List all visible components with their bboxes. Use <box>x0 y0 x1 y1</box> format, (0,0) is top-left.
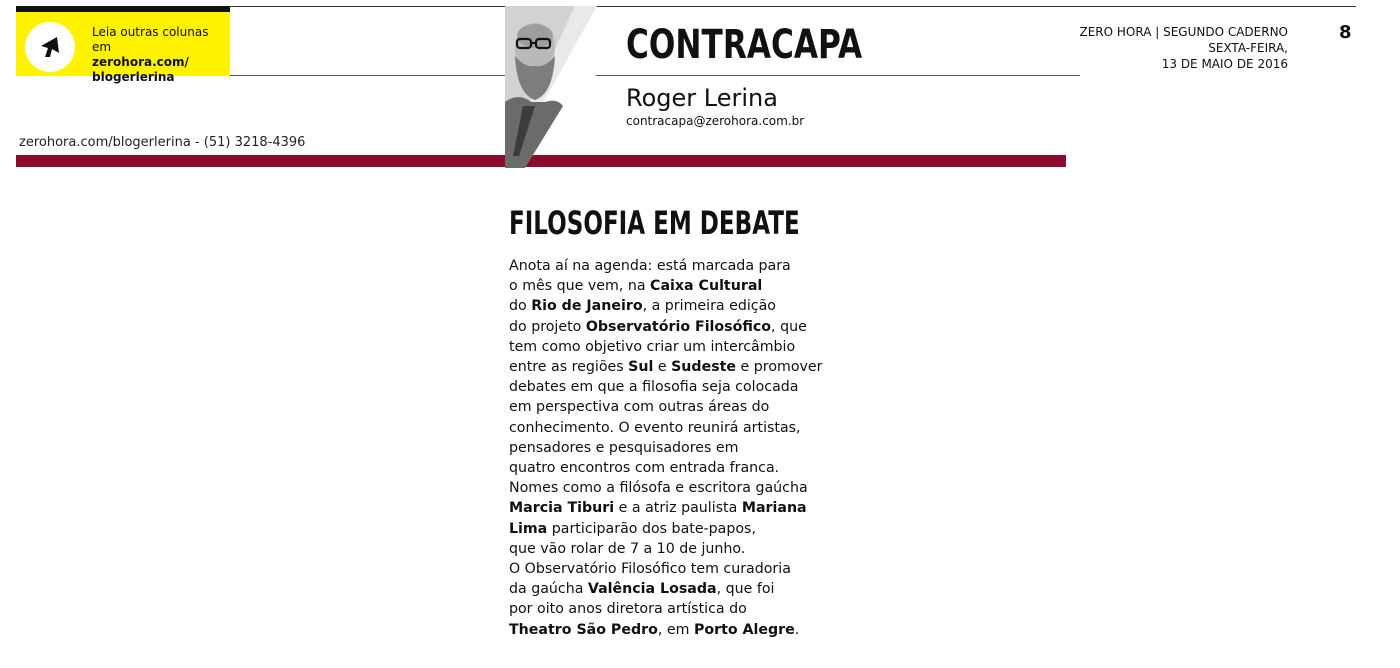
article-text: e promover <box>736 359 823 376</box>
article-line <box>509 296 822 316</box>
article-line <box>509 256 822 276</box>
dateline <box>1079 24 1288 72</box>
article-line <box>509 397 822 417</box>
columnist-name: Roger Lerina <box>626 84 778 112</box>
article-line <box>509 337 822 357</box>
article-text: quatro encontros com entrada franca. <box>509 460 780 477</box>
article-body <box>509 256 822 640</box>
article-line <box>509 438 822 458</box>
article-text: o mês que vem, na <box>509 278 651 295</box>
article-headline: FILOSOFIA EM DEBATE <box>509 204 800 242</box>
article-text: tem como objetivo criar um intercâmbio <box>509 338 796 355</box>
article-text: em perspectiva com outras áreas do <box>509 399 770 416</box>
article-text: Nomes como a filósofa e escritora gaúcha <box>509 480 808 497</box>
section-title: CONTRACAPA <box>626 22 863 68</box>
article-line <box>509 599 822 619</box>
article-line <box>509 579 822 599</box>
article-bold-term: Marcia Tiburi <box>509 500 615 517</box>
article-line <box>509 276 822 296</box>
cursor-arrow-icon <box>35 32 65 62</box>
promo-box[interactable] <box>16 6 230 84</box>
promo-line-3[interactable]: blogerlerina <box>92 70 175 84</box>
article-bold-term: Sudeste <box>671 359 737 376</box>
article-text: debates em que a filosofia seja colocada <box>509 379 799 396</box>
article-text: , que foi <box>716 581 775 598</box>
article-line <box>509 559 822 579</box>
columnist-email[interactable]: contracapa@zerohora.com.br <box>626 114 805 128</box>
article-bold-term: Mariana <box>741 500 807 517</box>
article-line <box>509 478 822 498</box>
article-text: do <box>509 298 532 315</box>
article-line <box>509 620 822 640</box>
article-line <box>509 498 822 518</box>
article-text: pensadores e pesquisadores em <box>509 439 739 456</box>
article-text: do projeto <box>509 318 586 335</box>
header-rule-left <box>230 75 505 76</box>
article-bold-term: Valência Losada <box>587 581 717 598</box>
article-text: , em <box>657 621 694 638</box>
article-line <box>509 519 822 539</box>
columnist-photo <box>505 6 597 168</box>
article-text: conhecimento. O evento reunirá artistas, <box>509 419 801 436</box>
article-line <box>509 418 822 438</box>
article-bold-term: Rio de Janeiro <box>531 298 643 315</box>
article-text: , a primeira edição <box>642 298 776 315</box>
page-number: 8 <box>1339 22 1352 43</box>
dateline-date: 13 DE MAIO DE 2016 <box>1161 57 1288 71</box>
article-bold-term: Porto Alegre <box>693 621 795 638</box>
dateline-weekday: SEXTA-FEIRA, <box>1208 41 1288 55</box>
promo-icon-circle <box>25 22 75 72</box>
header-rule-right <box>596 75 1080 76</box>
site-info: zerohora.com/blogerlerina - (51) 3218-4396 <box>19 135 306 150</box>
article-text: da gaúcha <box>509 581 588 598</box>
promo-text <box>92 25 230 85</box>
article-bold-term: Lima <box>509 520 548 537</box>
article-text: que vão rolar de 7 a 10 de junho. <box>509 540 746 557</box>
article-text: . <box>794 621 800 638</box>
article-text: por oito anos diretora artística do <box>509 601 747 618</box>
article-bold-term: Sul <box>628 359 654 376</box>
promo-line-1: Leia outras colunas em <box>92 25 209 54</box>
article-line <box>509 357 822 377</box>
article-line <box>509 377 822 397</box>
article-line <box>509 317 822 337</box>
article-bold-term: Theatro São Pedro <box>509 621 658 638</box>
article-text: e <box>653 359 672 376</box>
article-text: , que <box>771 318 807 335</box>
promo-line-2[interactable]: zerohora.com/ <box>92 55 189 69</box>
article-text: Anota aí na agenda: está marcada para <box>509 258 791 274</box>
article-bold-term: Observatório Filosófico <box>585 318 772 335</box>
dateline-publication: ZERO HORA | SEGUNDO CADERNO <box>1079 25 1288 39</box>
article-text: participarão dos bate-papos, <box>547 520 756 537</box>
article-text: O Observatório Filosófico tem curadoria <box>509 561 791 578</box>
article-line <box>509 458 822 478</box>
article-text: entre as regiões <box>509 359 629 376</box>
article-text: e a atriz paulista <box>614 500 742 517</box>
article-line <box>509 539 822 559</box>
article-bold-term: Caixa Cultural <box>650 278 763 295</box>
